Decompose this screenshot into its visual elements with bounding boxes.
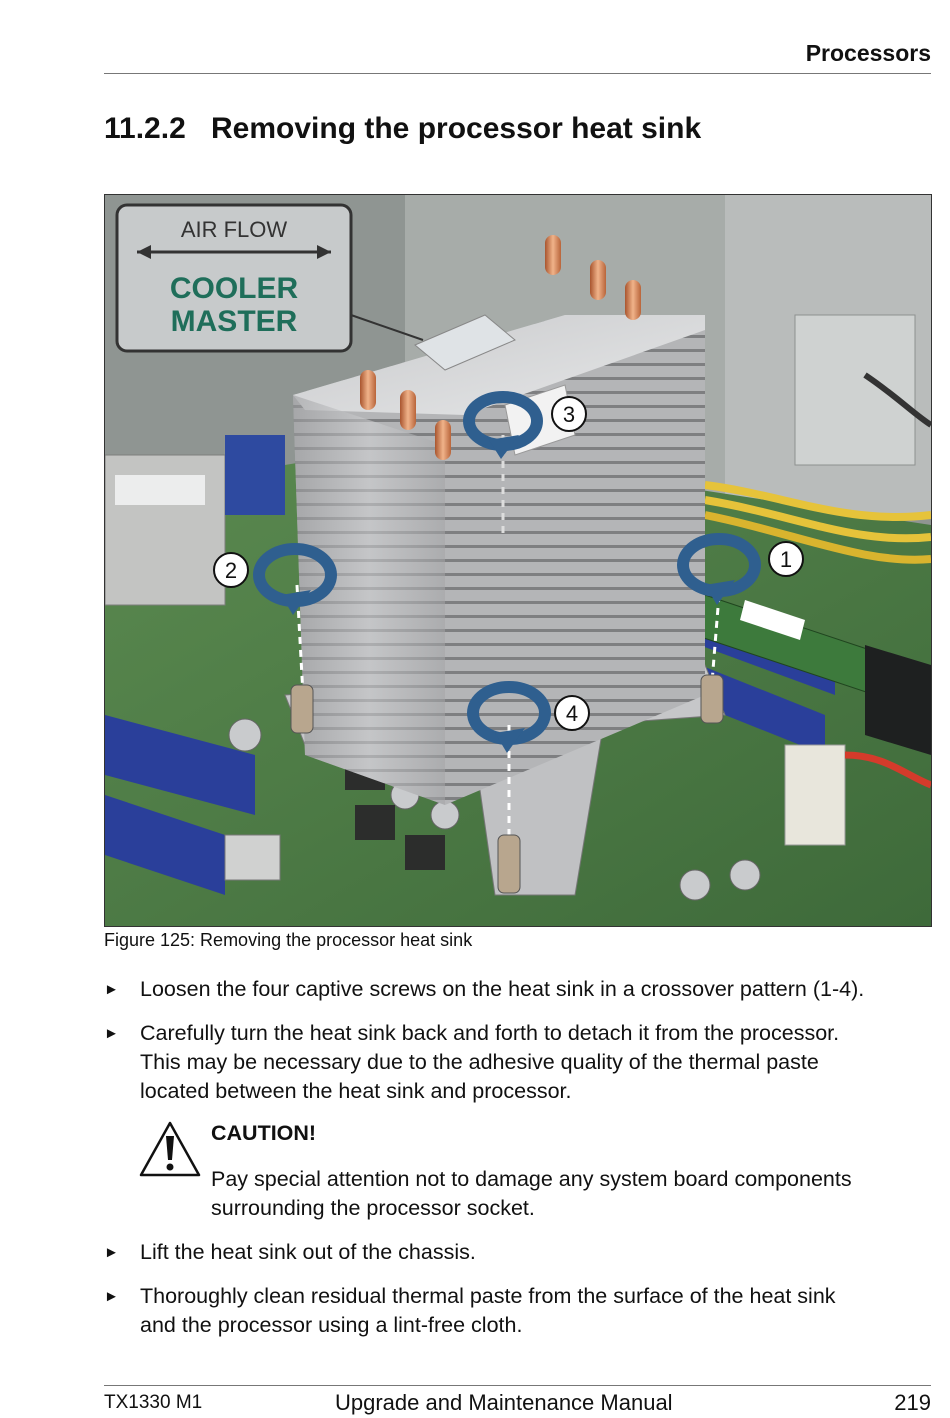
- power-connector: [785, 745, 845, 845]
- section-title: [104, 112, 701, 146]
- inset-logo-line2: MASTER: [170, 305, 298, 338]
- inset-logo-line1: COOLER: [169, 272, 299, 305]
- header-rule: [104, 73, 931, 74]
- callout-2: [214, 553, 248, 587]
- step-text: Loosen the four captive screws on the heat sink in a crossover pattern (1-4).: [140, 977, 865, 1001]
- footer-manual-title: Upgrade and Maintenance Manual: [335, 1390, 673, 1415]
- capacitor: [431, 801, 459, 829]
- caution-line: Pay special attention not to damage any system board components: [211, 1167, 852, 1191]
- capacitor: [730, 860, 760, 890]
- svg-text:2: 2: [224, 558, 238, 583]
- step-text: Carefully turn the heat sink back and forth to detach it from the processor.: [140, 1021, 840, 1045]
- heat-sink-illustration: [105, 195, 931, 926]
- caution-text: [211, 1165, 852, 1223]
- callout-3: [552, 397, 586, 431]
- warning-triangle-icon: [138, 1120, 202, 1178]
- figure-heat-sink-photo: [104, 194, 932, 927]
- caution-line: surrounding the processor socket.: [211, 1196, 535, 1220]
- heat-pipe: [590, 260, 606, 300]
- step-text: Thoroughly clean residual thermal paste from the surface of the heat sink: [140, 1284, 836, 1308]
- sd-slot: [225, 835, 280, 880]
- heat-pipe: [545, 235, 561, 275]
- section-title-text: Removing the processor heat sink: [211, 112, 702, 145]
- step-text: and the processor using a lint-free cloth.: [140, 1313, 523, 1337]
- heat-pipe: [360, 370, 376, 410]
- step-text: located between the heat sink and processor.: [140, 1079, 572, 1103]
- bullet-arrow-icon: ►: [104, 981, 119, 998]
- step-text: This may be necessary due to the adhesive quality of the thermal paste: [140, 1050, 819, 1074]
- svg-text:3: 3: [562, 402, 576, 427]
- bullet-arrow-icon: ►: [104, 1288, 119, 1305]
- capacitor: [229, 719, 261, 751]
- inductor: [355, 805, 395, 840]
- callout-1: [769, 542, 803, 576]
- footer-model: TX1330 M1: [104, 1392, 203, 1413]
- inset-airflow-text: AIR FLOW: [180, 217, 288, 242]
- callout-4: [555, 696, 589, 730]
- vga-port: [225, 435, 285, 515]
- step-text: Lift the heat sink out of the chassis.: [140, 1240, 476, 1264]
- heat-pipe: [400, 390, 416, 430]
- bullet-arrow-icon: ►: [104, 1244, 119, 1261]
- caution-title: CAUTION!: [211, 1121, 317, 1145]
- capacitor: [680, 870, 710, 900]
- running-head: Processors: [805, 40, 931, 66]
- svg-text:1: 1: [779, 547, 793, 572]
- footer-rule: [104, 1385, 931, 1386]
- page-number: 219: [894, 1390, 931, 1415]
- bullet-arrow-icon: ►: [104, 1025, 119, 1042]
- psu-panel: [795, 315, 915, 465]
- heat-pipe: [625, 280, 641, 320]
- port-label: [115, 475, 205, 505]
- figure-caption: Figure 125: Removing the processor heat sink: [104, 930, 473, 950]
- inductor: [405, 835, 445, 870]
- section-number: 11.2.2: [104, 112, 186, 145]
- svg-text:4: 4: [565, 701, 579, 726]
- heat-pipe: [435, 420, 451, 460]
